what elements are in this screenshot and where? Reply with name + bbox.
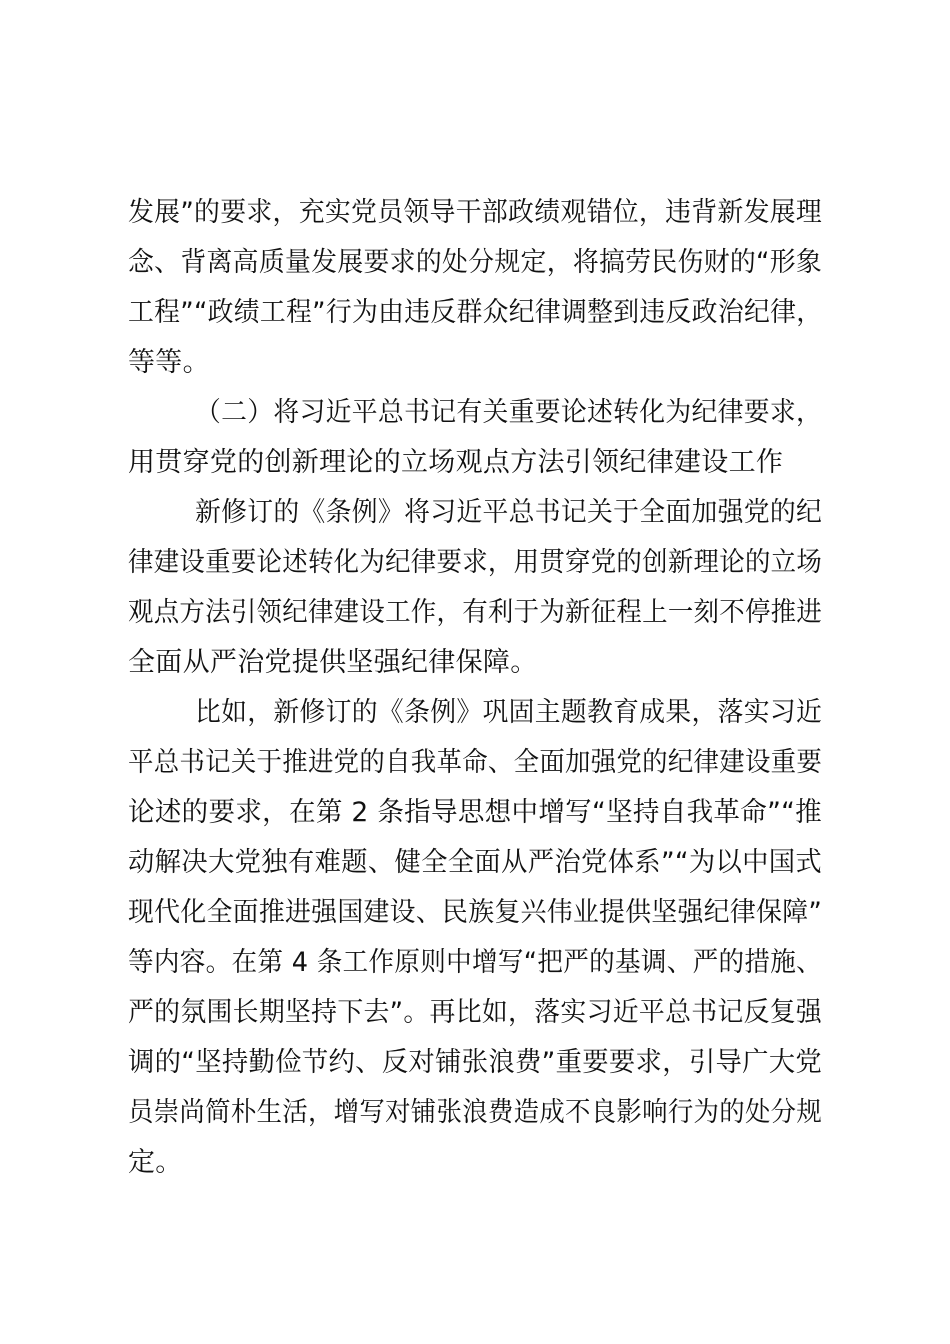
body-line: 观点方法引领纪律建设工作，有利于为新征程上一刻不停推进 [128,597,823,628]
body-line: 等内容。在第 4 条工作原则中增写“把严的基调、严的措施、 [128,947,823,978]
body-line: 工程”“政绩工程”行为由违反群众纪律调整到违反政治纪律， [128,297,823,328]
body-line: 念、背离高质量发展要求的处分规定，将搞劳民伤财的“形象 [128,247,823,278]
body-line: 员崇尚简朴生活，增写对铺张浪费造成不良影响行为的处分规 [128,1097,823,1128]
section-heading: （二）将习近平总书记有关重要论述转化为纪律要求， [195,397,823,428]
body-line: 调的“坚持勤俭节约、反对铺张浪费”重要要求，引导广大党 [128,1047,823,1078]
body-line: 律建设重要论述转化为纪律要求，用贯穿党的创新理论的立场 [128,547,823,578]
body-line: 发展”的要求，充实党员领导干部政绩观错位，违背新发展理 [128,197,823,228]
body-line: 动解决大党独有难题、健全全面从严治党体系”“为以中国式 [128,847,823,878]
body-line: 等等。 [128,347,210,378]
body-line: 论述的要求，在第 2 条指导思想中增写“坚持自我革命”“推 [128,797,823,828]
body-line: 定。 [128,1147,183,1178]
body-line: 比如，新修订的《条例》巩固主题教育成果，落实习近 [195,697,823,728]
body-line: 现代化全面推进强国建设、民族复兴伟业提供坚强纪律保障” [128,897,823,928]
body-line: 全面从严治党提供坚强纪律保障。 [128,647,538,678]
body-line: 新修订的《条例》将习近平总书记关于全面加强党的纪 [195,497,823,528]
body-line: 平总书记关于推进党的自我革命、全面加强党的纪律建设重要 [128,747,823,778]
section-heading: 用贯穿党的创新理论的立场观点方法引领纪律建设工作 [128,447,784,478]
body-line: 严的氛围长期坚持下去”。再比如，落实习近平总书记反复强 [128,997,823,1028]
